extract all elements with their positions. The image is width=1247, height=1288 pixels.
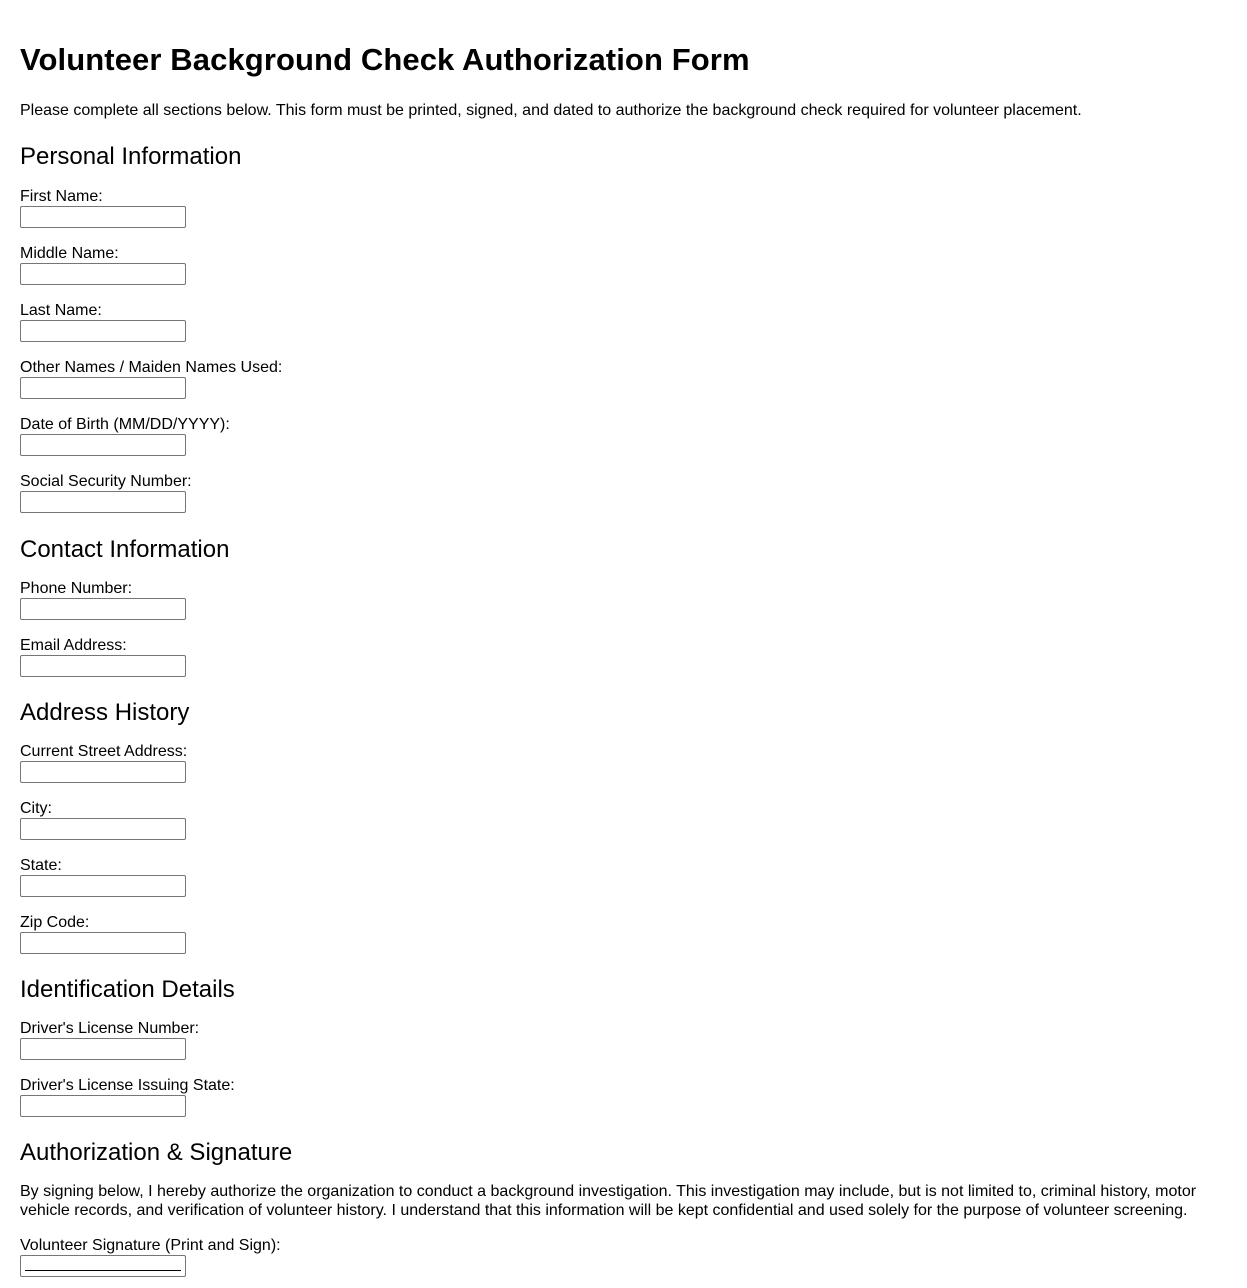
license-state-input[interactable] xyxy=(20,1095,186,1117)
signature-box[interactable] xyxy=(20,1255,186,1277)
license-number-label: Driver's License Number: xyxy=(20,1020,200,1037)
other-names-label: Other Names / Maiden Names Used: xyxy=(20,359,283,376)
section-heading-identification: Identification Details xyxy=(20,976,235,1003)
phone-field xyxy=(20,579,1227,620)
email-label: Email Address: xyxy=(20,637,127,654)
ssn-field xyxy=(20,472,1227,513)
zip-input[interactable] xyxy=(20,932,186,954)
authorization-statement: By signing below, I hereby authorize the organization to conduct a background investigation. This investigation may include, but is not limited to, criminal history, motor vehicle records, and verification of volunteer history. I understand that this information will be kept confidential and used solely for the purpose of volunteer screening. xyxy=(20,1183,1197,1219)
state-field xyxy=(20,856,1227,897)
state-input[interactable] xyxy=(20,875,186,897)
city-label: City: xyxy=(20,800,52,817)
section-heading-address: Address History xyxy=(20,699,190,726)
signature-field xyxy=(20,1236,1227,1277)
last-name-input[interactable] xyxy=(20,320,186,342)
first-name-field xyxy=(20,187,1227,228)
last-name-field xyxy=(20,301,1227,342)
phone-input[interactable] xyxy=(20,598,186,620)
street-label: Current Street Address: xyxy=(20,743,188,760)
city-input[interactable] xyxy=(20,818,186,840)
license-state-field xyxy=(20,1076,1227,1117)
zip-label: Zip Code: xyxy=(20,914,90,931)
email-input[interactable] xyxy=(20,655,186,677)
dob-input[interactable] xyxy=(20,434,186,456)
first-name-label: First Name: xyxy=(20,188,103,205)
section-heading-personal: Personal Information xyxy=(20,143,242,170)
license-state-label: Driver's License Issuing State: xyxy=(20,1077,235,1094)
phone-label: Phone Number: xyxy=(20,580,133,597)
license-number-input[interactable] xyxy=(20,1038,186,1060)
section-heading-contact: Contact Information xyxy=(20,536,230,563)
intro-text: Please complete all sections below. This form must be printed, signed, and dated to authorize the background check required for volunteer placement. xyxy=(20,102,1082,119)
middle-name-field xyxy=(20,244,1227,285)
middle-name-label: Middle Name: xyxy=(20,245,119,262)
dob-field xyxy=(20,415,1227,456)
ssn-label: Social Security Number: xyxy=(20,473,192,490)
middle-name-input[interactable] xyxy=(20,263,186,285)
street-input[interactable] xyxy=(20,761,186,783)
state-label: State: xyxy=(20,857,62,874)
email-field xyxy=(20,636,1227,677)
ssn-input[interactable] xyxy=(20,491,186,513)
city-field xyxy=(20,799,1227,840)
street-field xyxy=(20,742,1227,783)
first-name-input[interactable] xyxy=(20,206,186,228)
other-names-field xyxy=(20,358,1227,399)
dob-label: Date of Birth (MM/DD/YYYY): xyxy=(20,416,230,433)
signature-line xyxy=(25,1270,181,1271)
last-name-label: Last Name: xyxy=(20,302,102,319)
signature-label: Volunteer Signature (Print and Sign): xyxy=(20,1237,281,1254)
zip-field xyxy=(20,913,1227,954)
page-title: Volunteer Background Check Authorization Form xyxy=(20,42,750,77)
other-names-input[interactable] xyxy=(20,377,186,399)
section-heading-authorization: Authorization & Signature xyxy=(20,1139,293,1166)
license-number-field xyxy=(20,1019,1227,1060)
